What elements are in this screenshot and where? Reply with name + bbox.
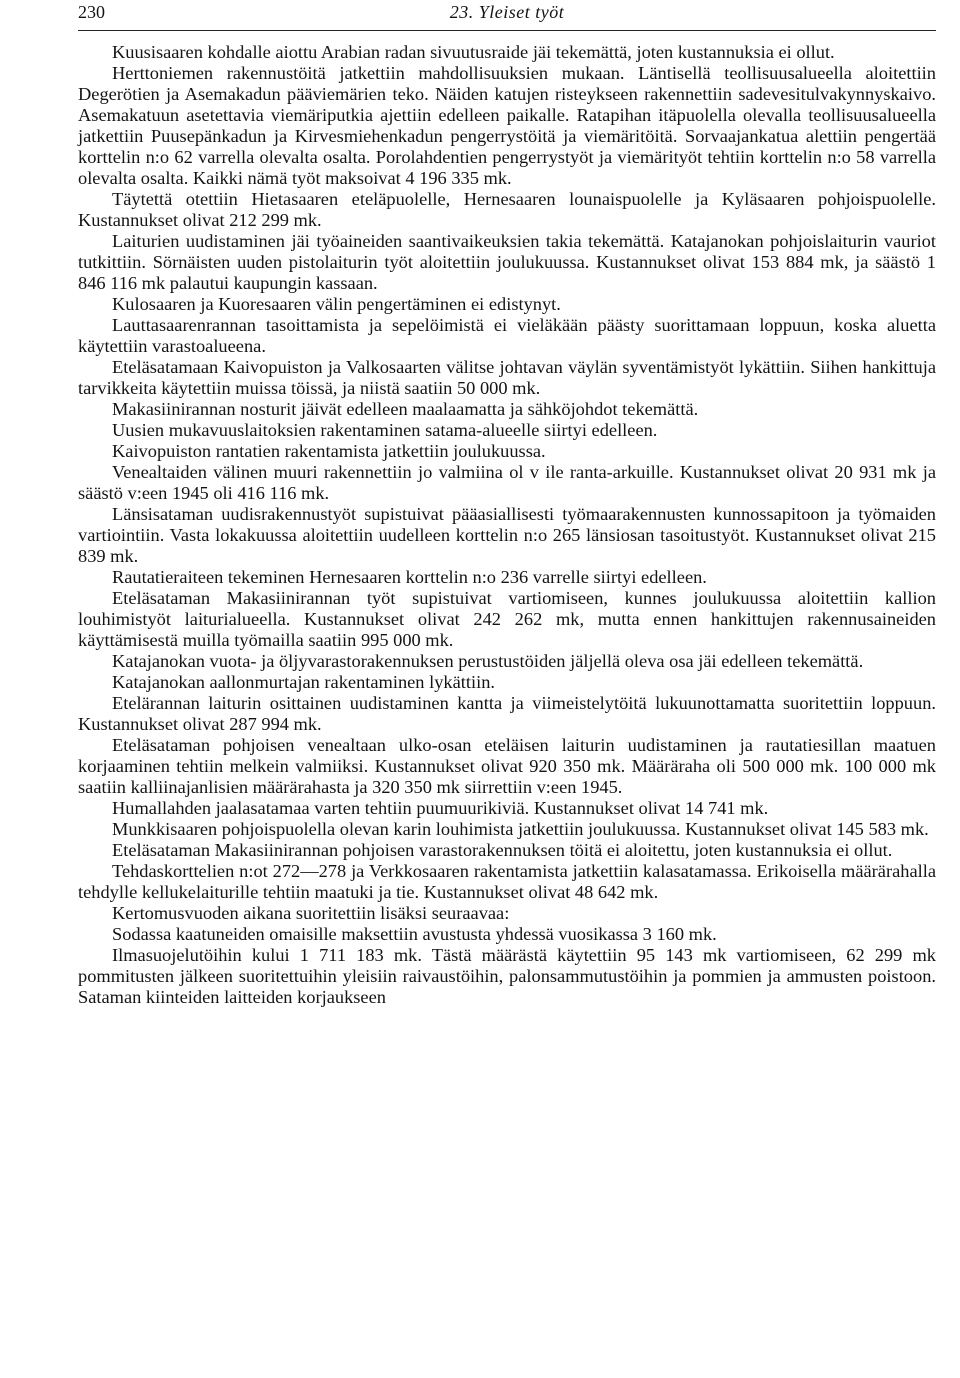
paragraph: Humallahden jaalasatamaa varten tehtiin puumuurikiviä. Kustannukset olivat 14 741 mk.: [112, 798, 769, 818]
paragraph: Munkkisaaren pohjoispuolella olevan karin louhimista jatkettiin joulukuussa. Kustannukset olivat 145 583 mk.: [112, 819, 929, 839]
paragraph: Kulosaaren ja Kuoresaaren välin pengertäminen ei edistynyt.: [112, 294, 561, 314]
header-rule: [78, 30, 936, 31]
paragraph: Katajanokan vuota- ja öljyvarastorakennuksen perustustöiden jäljellä oleva osa jäi edelleen tekemättä.: [112, 651, 864, 671]
body-text: [78, 42, 936, 1008]
paragraph: Katajanokan aallonmurtajan rakentaminen lykättiin.: [112, 672, 495, 692]
paragraph: Eteläsataman pohjoisen venealtaan ulko-osan eteläisen laiturin uudistaminen ja rautatiesillan maatuen korjaaminen tehtiin melkein valmiiksi. Kustannukset olivat 920 350 mk. Määräraha oli 500 000 mk. 100 000 mk saatiin kalliinajanlisien määrärahasta ja 320 350 mk siirrettiin v:een 1945.: [78, 735, 936, 797]
paragraph: Lauttasaarenrannan tasoittamista ja sepelöimistä ei vieläkään päästy suorittamaan loppuun, koska aluetta käytettiin varastoalueena.: [78, 315, 936, 356]
page-header: [78, 0, 936, 40]
paragraph: Eteläsatamaan Kaivopuiston ja Valkosaarten välitse johtavan väylän syventämistyöt lykättiin. Siihen hankittuja tarvikkeita käytettiin muissa töissä, ja niistä saatiin 50 000 mk.: [78, 357, 936, 398]
paragraph: Eteläsataman Makasiinirannan pohjoisen varastorakennuksen töitä ei aloitettu, joten kustannuksia ei ollut.: [112, 840, 893, 860]
paragraph: Kertomusvuoden aikana suoritettiin lisäksi seuraavaa:: [112, 903, 510, 923]
paragraph: Täytettä otettiin Hietasaaren eteläpuolelle, Hernesaaren lounaispuolelle ja Kyläsaaren pohjoispuolelle. Kustannukset olivat 212 299 mk.: [78, 189, 936, 230]
paragraph: Laiturien uudistaminen jäi työaineiden saantivaikeuksien takia tekemättä. Katajanokan pohjoislaiturin vauriot tutkittiin. Sörnäisten uuden pistolaiturin työt aloitettiin joulukuussa. Kustannukset olivat 153 884 mk, ja säästö 1 846 116 mk palautui kaupungin kassaan.: [78, 231, 936, 293]
paragraph: Tehdaskorttelien n:ot 272—278 ja Verkkosaaren rakentamista jatkettiin kalasatamassa. Erikoisella määrärahalla tehdylle kellukelaiturille tehtiin maatuki ja tie. Kustannukset olivat 48 642 mk.: [78, 861, 936, 902]
page-number: 230: [78, 2, 105, 22]
paragraph: Makasiinirannan nosturit jäivät edelleen maalaamatta ja sähköjohdot tekemättä.: [112, 399, 699, 419]
paragraph: Venealtaiden välinen muuri rakennettiin jo valmiina ol v ile ranta-arkuille. Kustannukset olivat 20 931 mk ja säästö v:een 1945 oli 416 116 mk.: [78, 462, 936, 503]
paragraph: Uusien mukavuuslaitoksien rakentaminen satama-alueelle siirtyi edelleen.: [112, 420, 658, 440]
paragraph: Kuusisaaren kohdalle aiottu Arabian radan sivuutusraide jäi tekemättä, joten kustannuksia ei ollut.: [112, 42, 835, 62]
paragraph: Eteläsataman Makasiinirannan työt supistuivat vartiomiseen, kunnes joulukuussa aloitettiin kallion louhimistyöt laiturialueella. Kustannukset olivat 242 262 mk, mutta ennen hankittujen rakennusaineiden käyttämisestä muilla työmailla saatiin 995 000 mk.: [78, 588, 936, 650]
paragraph: Herttoniemen rakennustöitä jatkettiin mahdollisuuksien mukaan. Läntisellä teollisuusalueella aloitettiin Degerötien ja Asemakadun pääviemärien teko. Näiden katujen risteykseen rakennettiin sadevesitulvakynnyskaivo. Asemakatuun asetettavia viemäriputkia ajettiin edelleen paikalle. Ratapihan itäpuolella olevalla teollisuusalueella jatkettiin Puusepänkadun ja Kirvesmiehenkadun pengerrystöitä ja viemäritöitä. Sorvaajankatua alettiin pengertää korttelin n:o 62 varrella olevalta osalta. Porolahdentien pengerrystyöt ja viemärityöt tehtiin korttelin n:o 58 varrella olevalta osalta. Kaikki nämä työt maksoivat 4 196 335 mk.: [78, 63, 936, 188]
paragraph: Ilmasuojelutöihin kului 1 711 183 mk. Tästä määrästä käytettiin 95 143 mk vartiomiseen, 62 299 mk pommitusten jälkeen suoritettuihin yleisiin raivaustöihin, palonsammutustöihin ja pommien ja ammusten poistoon. Sataman kiinteiden laitteiden korjaukseen: [78, 945, 936, 1007]
paragraph: Sodassa kaatuneiden omaisille maksettiin avustusta yhdessä vuosikassa 3 160 mk.: [112, 924, 717, 944]
paragraph: Rautatieraiteen tekeminen Hernesaaren korttelin n:o 236 varrelle siirtyi edelleen.: [112, 567, 707, 587]
paragraph: Länsisataman uudisrakennustyöt supistuivat pääasiallisesti työmaarakennusten kunnossapitoon ja työmaiden vartiointiin. Vasta lokakuussa aloitettiin uudelleen korttelin n:o 265 länsiosan tasoitustyöt. Kustannukset olivat 215 839 mk.: [78, 504, 936, 566]
paragraph: Kaivopuiston rantatien rakentamista jatkettiin joulukuussa.: [112, 441, 546, 461]
running-head: 23. Yleiset työt: [449, 2, 565, 22]
paragraph: Etelärannan laiturin osittainen uudistaminen kantta ja viimeistelytöitä lukuunottamatta suoritettiin loppuun. Kustannukset olivat 287 994 mk.: [78, 693, 936, 734]
